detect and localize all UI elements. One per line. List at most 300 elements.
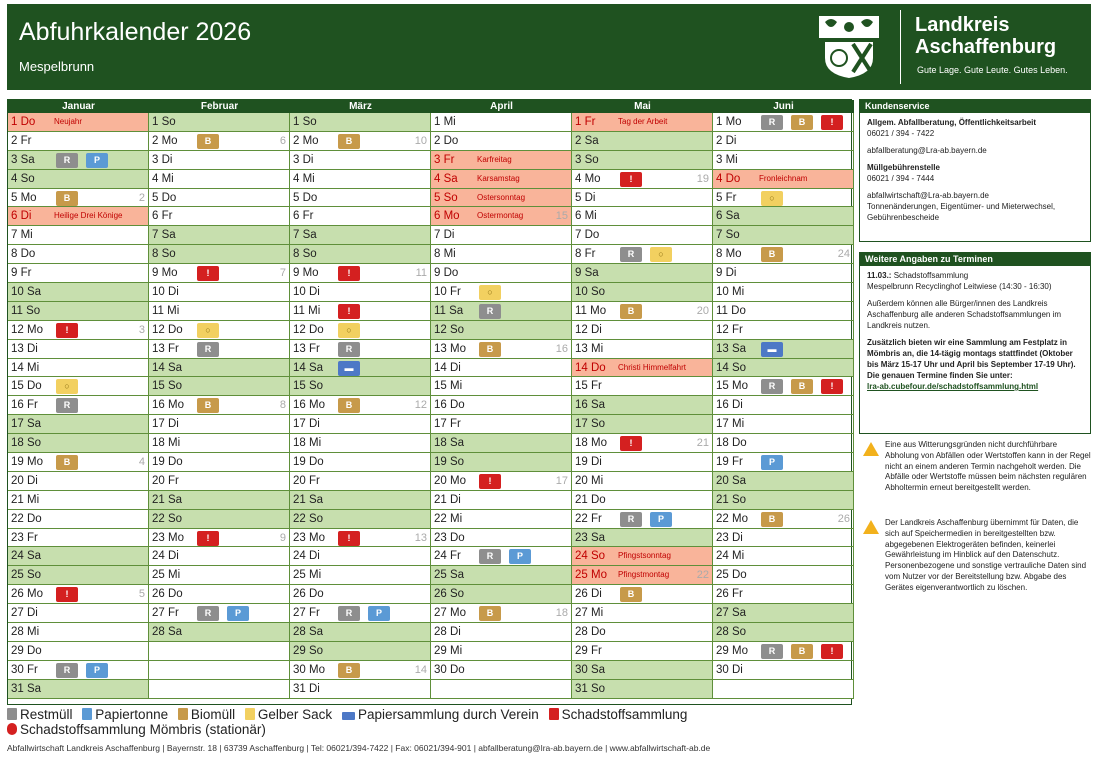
day-cell [149, 661, 290, 680]
day-cell [572, 283, 713, 302]
day-cell [572, 453, 713, 472]
day-label: 22 Fr [575, 512, 602, 525]
day-label: 19 Di [575, 456, 602, 469]
day-label: 17 So [575, 418, 606, 431]
day-cell [149, 529, 290, 548]
month-column [149, 100, 290, 704]
header-divider [900, 10, 901, 84]
schadstoff-icon: ! [197, 531, 219, 546]
day-label: 19 Do [152, 456, 183, 469]
day-cell [290, 321, 431, 340]
biomuell-icon: B [620, 304, 642, 319]
day-cell [149, 264, 290, 283]
week-number: 22 [696, 569, 709, 582]
service-line2-mail[interactable]: abfallwirtschaft@Lra-ab.bayern.de [867, 191, 989, 200]
day-cell [8, 642, 149, 661]
day-cell [713, 189, 854, 208]
day-label: 20 Mi [575, 474, 604, 487]
day-cell [290, 623, 431, 642]
day-cell [149, 453, 290, 472]
biomuell-icon: B [479, 606, 501, 621]
day-cell [149, 340, 290, 359]
day-label: 26 Fr [716, 588, 743, 601]
day-label: 28 Do [575, 626, 606, 639]
day-label: 21 So [716, 493, 747, 506]
day-cell [149, 151, 290, 170]
schadstoff-icon [549, 708, 559, 720]
day-label: 4 Do [716, 172, 741, 185]
day-cell [713, 491, 854, 510]
day-label: 15 So [152, 380, 183, 393]
schadstoff-icon: ! [338, 531, 360, 546]
day-cell [149, 283, 290, 302]
day-cell [8, 321, 149, 340]
week-number: 17 [555, 474, 568, 487]
gelber-sack-icon: ○ [56, 379, 78, 394]
day-cell [149, 472, 290, 491]
day-label: 10 Di [152, 286, 179, 299]
day-label: 2 Mo [152, 134, 178, 147]
day-label: 23 Do [434, 531, 465, 544]
day-cell [431, 453, 572, 472]
day-label: 1 Mo [716, 116, 742, 128]
holiday-name: Neujahr [54, 117, 83, 126]
day-label: 6 Mi [575, 210, 597, 223]
day-cell [713, 321, 854, 340]
day-label: 22 So [152, 512, 183, 525]
day-cell [8, 226, 149, 245]
service-line1-phone: 06021 / 394 - 7422 [867, 129, 935, 138]
day-label: 16 Fr [11, 399, 38, 412]
biomuell-icon: B [791, 115, 813, 130]
day-label: 3 Fr [434, 153, 455, 166]
day-label: 26 So [434, 588, 465, 601]
day-cell [431, 680, 572, 699]
day-label: 18 Sa [434, 437, 465, 450]
week-number: 9 [279, 531, 286, 544]
day-cell [290, 529, 431, 548]
day-cell [572, 226, 713, 245]
biomuell-icon: B [761, 512, 783, 527]
day-cell [8, 207, 149, 226]
day-cell [8, 245, 149, 264]
restmuell-icon: R [56, 153, 78, 168]
day-label: 18 So [11, 437, 42, 450]
day-label: 13 Fr [152, 342, 179, 355]
day-label: 12 Di [575, 323, 602, 336]
day-label: 24 Mi [716, 550, 745, 563]
day-label: 9 Sa [575, 267, 599, 280]
day-cell [290, 245, 431, 264]
day-label: 22 So [293, 512, 324, 525]
day-label: 26 Do [152, 588, 183, 601]
day-label: 5 So [434, 191, 458, 204]
day-cell [572, 510, 713, 529]
info-link[interactable]: lra-ab.cubefour.de/schadstoffsammlung.html [867, 382, 1039, 391]
day-cell [290, 113, 431, 132]
day-cell [149, 604, 290, 623]
day-label: 9 Di [716, 267, 737, 280]
week-number: 16 [555, 342, 568, 355]
day-cell [149, 566, 290, 585]
day-cell [8, 547, 149, 566]
day-label: 12 Fr [716, 323, 743, 336]
day-cell [431, 283, 572, 302]
day-cell [431, 566, 572, 585]
day-label: 11 Sa [434, 304, 464, 317]
warning-icon [863, 442, 879, 456]
biomuell-icon: B [338, 134, 360, 149]
day-label: 21 Sa [293, 493, 324, 506]
day-cell [431, 113, 572, 132]
day-label: 30 Mo [293, 663, 325, 676]
day-cell [149, 491, 290, 510]
day-label: 1 So [293, 116, 317, 128]
papiertonne-icon: P [368, 606, 390, 621]
day-cell [713, 264, 854, 283]
service-line2-phone: 06021 / 394 - 7444 [867, 174, 935, 183]
day-label: 16 Mo [152, 399, 184, 412]
day-cell [431, 377, 572, 396]
day-cell [8, 189, 149, 208]
day-label: 5 Di [575, 191, 596, 204]
day-label: 17 Di [152, 418, 179, 431]
month-header: März [290, 100, 431, 113]
day-label: 17 Fr [434, 418, 461, 431]
day-cell [290, 189, 431, 208]
day-cell [149, 585, 290, 604]
day-cell [431, 321, 572, 340]
day-cell [290, 151, 431, 170]
day-label: 21 Di [434, 493, 461, 506]
day-cell [290, 680, 431, 699]
day-label: 19 Fr [716, 456, 743, 469]
day-cell [431, 396, 572, 415]
schadstoff-icon: ! [56, 323, 78, 338]
day-cell [572, 434, 713, 453]
day-label: 18 Mi [293, 437, 322, 450]
day-cell [431, 434, 572, 453]
info-paragraph-4: Die genauen Termine finden Sie unter: [867, 371, 1013, 380]
day-label: 28 Sa [293, 626, 324, 639]
week-number: 21 [696, 437, 709, 450]
day-label: 2 Do [434, 134, 459, 147]
day-cell [713, 226, 854, 245]
day-label: 15 Mo [716, 380, 748, 393]
day-label: 7 Do [575, 229, 600, 242]
biomuell-icon [178, 708, 188, 720]
further-info-heading: Weitere Angaben zu Terminen [860, 253, 1090, 266]
day-cell [290, 170, 431, 189]
service-line1-mail[interactable]: abfallberatung@Lra-ab.bayern.de [867, 146, 987, 155]
day-label: 30 Fr [11, 663, 38, 676]
day-cell [431, 302, 572, 321]
day-cell [713, 151, 854, 170]
day-label: 7 So [716, 229, 740, 242]
day-label: 8 Fr [575, 248, 596, 261]
gelber-sack-icon: ○ [761, 191, 783, 206]
week-number: 13 [414, 531, 427, 544]
day-cell [431, 491, 572, 510]
schadstoff-icon: ! [479, 474, 501, 489]
day-label: 9 Mo [293, 267, 319, 280]
day-label: 26 Mo [11, 588, 43, 601]
schadstoff-moembris-icon [7, 723, 17, 735]
day-label: 12 Do [152, 323, 183, 336]
coat-of-arms-icon [817, 14, 881, 80]
day-cell [290, 377, 431, 396]
day-cell [149, 359, 290, 378]
day-cell [290, 302, 431, 321]
day-cell [572, 340, 713, 359]
day-label: 29 Do [11, 644, 42, 657]
day-cell [431, 207, 572, 226]
day-label: 25 Mo [575, 569, 607, 582]
day-label: 23 Fr [11, 531, 38, 544]
day-cell [713, 359, 854, 378]
day-cell [713, 585, 854, 604]
day-cell [290, 604, 431, 623]
day-cell [431, 151, 572, 170]
biomuell-icon: B [479, 342, 501, 357]
papiertonne-icon: P [650, 512, 672, 527]
day-label: 2 Fr [11, 134, 32, 147]
day-cell [431, 264, 572, 283]
day-cell [572, 113, 713, 132]
day-label: 1 Fr [575, 116, 596, 128]
day-label: 26 Di [575, 588, 602, 601]
day-label: 2 Sa [575, 134, 599, 147]
day-label: 23 Di [716, 531, 743, 544]
day-cell [149, 642, 290, 661]
day-cell [572, 132, 713, 151]
biomuell-icon: B [56, 455, 78, 470]
day-label: 28 So [716, 626, 747, 639]
day-cell [572, 547, 713, 566]
day-label: 20 Fr [293, 474, 320, 487]
day-cell [149, 680, 290, 699]
day-label: 15 So [293, 380, 324, 393]
month-header: Juni [713, 100, 854, 113]
month-column [8, 100, 149, 704]
papiersammlung-icon [342, 712, 355, 720]
day-label: 29 Mo [716, 644, 748, 657]
day-label: 5 Do [152, 191, 177, 204]
day-label: 5 Mo [11, 191, 37, 204]
day-cell [149, 510, 290, 529]
day-cell [290, 547, 431, 566]
day-cell [290, 226, 431, 245]
calendar-grid [7, 99, 852, 705]
day-cell [290, 510, 431, 529]
day-cell [431, 585, 572, 604]
papiertonne-icon: P [86, 663, 108, 678]
day-cell [149, 415, 290, 434]
day-label: 11 Mo [575, 304, 607, 317]
holiday-name: Tag der Arbeit [618, 117, 668, 126]
collection-date: 11.03.: Schadstoffsammlung [867, 271, 969, 280]
month-column [290, 100, 431, 704]
legend-biomuell: Biomüll [178, 707, 235, 722]
biomuell-icon: B [338, 398, 360, 413]
day-cell [290, 340, 431, 359]
day-label: 6 Fr [293, 210, 314, 223]
page-title: Abfuhrkalender 2026 [19, 18, 252, 46]
day-cell [431, 472, 572, 491]
holiday-name: Ostermontag [477, 211, 524, 221]
day-cell [290, 132, 431, 151]
day-cell [572, 415, 713, 434]
month-column [572, 100, 713, 704]
day-label: 16 Do [434, 399, 465, 412]
service-line2-title: Müllgebührenstelle [867, 163, 940, 172]
day-cell [431, 132, 572, 151]
legend-gelber-sack: Gelber Sack [245, 707, 332, 722]
customer-service-heading: Kundenservice [860, 100, 1090, 113]
day-cell [149, 113, 290, 132]
week-number: 5 [138, 588, 145, 601]
day-label: 4 So [11, 172, 35, 185]
day-label: 24 Sa [11, 550, 42, 563]
day-label: 4 Sa [434, 172, 458, 185]
month-header: Februar [149, 100, 290, 113]
day-cell [431, 510, 572, 529]
day-cell [431, 340, 572, 359]
day-cell [572, 661, 713, 680]
schadstoff-icon: ! [197, 266, 219, 281]
day-label: 8 So [293, 248, 317, 261]
day-label: 27 Fr [293, 607, 320, 620]
day-cell [713, 604, 854, 623]
papiersammlung-icon: ▬ [761, 342, 783, 357]
day-label: 31 Sa [11, 682, 42, 695]
week-number: 6 [279, 134, 286, 147]
day-cell [572, 170, 713, 189]
day-cell [8, 623, 149, 642]
day-label: 28 Mi [11, 626, 40, 639]
customer-service-box [859, 99, 1091, 242]
day-label: 10 Di [293, 286, 320, 299]
day-label: 17 Di [293, 418, 320, 431]
service-line1-title: Allgem. Abfallberatung, Öffentlichkeitsarbeit [867, 118, 1037, 127]
day-label: 25 So [11, 569, 42, 582]
week-number: 7 [279, 267, 286, 280]
restmuell-icon: R [197, 606, 219, 621]
day-label: 20 Sa [716, 474, 747, 487]
day-cell [290, 415, 431, 434]
day-cell [431, 415, 572, 434]
day-label: 3 Mi [716, 153, 738, 166]
day-label: 27 Di [11, 607, 38, 620]
day-cell [713, 283, 854, 302]
holiday-name: Heilige Drei Könige [54, 211, 123, 221]
day-label: 11 Mi [152, 304, 180, 317]
day-cell [149, 377, 290, 396]
day-cell [572, 642, 713, 661]
day-label: 18 Mi [152, 437, 181, 450]
day-cell [572, 151, 713, 170]
day-label: 12 Mo [11, 323, 43, 336]
district-slogan: Gute Lage. Gute Leute. Gutes Leben. [917, 65, 1068, 75]
month-column [431, 100, 572, 704]
day-cell [8, 113, 149, 132]
day-label: 8 Mo [716, 248, 742, 261]
week-number: 2 [138, 191, 145, 204]
day-cell [713, 623, 854, 642]
day-cell [713, 245, 854, 264]
day-cell [713, 472, 854, 491]
day-label: 14 Do [575, 361, 606, 374]
day-label: 9 Mo [152, 267, 178, 280]
holiday-name: Ostersonntag [477, 192, 526, 202]
day-cell [431, 661, 572, 680]
collection-place: Mespelbrunn Recyclinghof Leitwiese (14:30 - 16:30) [867, 282, 1052, 291]
day-cell [713, 396, 854, 415]
day-cell [290, 207, 431, 226]
day-label: 1 Mi [434, 116, 456, 128]
district-name: Landkreis Aschaffenburg [915, 14, 1057, 58]
day-label: 21 Sa [152, 493, 183, 506]
day-label: 3 Di [152, 153, 173, 166]
day-cell [572, 623, 713, 642]
papiertonne-icon: P [761, 455, 783, 470]
restmuell-icon: R [479, 549, 501, 564]
day-label: 25 Mi [152, 569, 181, 582]
day-cell [8, 170, 149, 189]
papiertonne-icon [82, 708, 92, 720]
day-cell [8, 415, 149, 434]
warning-icon [863, 520, 879, 534]
info-paragraph-3: Zusätzlich bieten wir eine Sammlung am Festplatz in Mömbris an, die 14-tägig montags stattfindet (Oktober bis März 15-17 Uhr und April bis September 17-19 Uhr). [867, 338, 1076, 369]
week-number: 10 [414, 134, 427, 147]
legend-schadstoff: Schadstoffsammlung [549, 707, 688, 722]
restmuell-icon [7, 708, 17, 720]
day-label: 20 Di [11, 474, 38, 487]
day-label: 6 Sa [716, 210, 740, 223]
papiertonne-icon: P [227, 606, 249, 621]
day-cell [149, 434, 290, 453]
day-cell [713, 453, 854, 472]
restmuell-icon: R [620, 247, 642, 262]
schadstoff-icon: ! [821, 379, 843, 394]
day-label: 20 Mo [434, 474, 466, 487]
service-line2-note: Tonnenänderungen, Eigentümer- und Mieterwechsel, Gebührenbescheide [867, 202, 1056, 222]
day-cell [290, 359, 431, 378]
day-cell [572, 604, 713, 623]
day-label: 14 Di [434, 361, 461, 374]
week-number: 12 [414, 399, 427, 412]
day-cell [8, 434, 149, 453]
restmuell-icon: R [338, 342, 360, 357]
day-label: 24 Di [293, 550, 320, 563]
schadstoff-icon: ! [56, 587, 78, 602]
day-label: 3 Di [293, 153, 314, 166]
day-label: 23 Mo [293, 531, 325, 544]
day-label: 17 Sa [11, 418, 42, 431]
gelber-sack-icon: ○ [197, 323, 219, 338]
day-label: 2 Di [716, 134, 737, 147]
day-label: 30 Do [434, 663, 465, 676]
restmuell-icon: R [761, 379, 783, 394]
day-cell [713, 340, 854, 359]
biomuell-icon: B [791, 379, 813, 394]
day-label: 7 Di [434, 229, 455, 242]
day-cell [149, 302, 290, 321]
papiertonne-icon: P [86, 153, 108, 168]
restmuell-icon: R [761, 644, 783, 659]
day-cell [149, 189, 290, 208]
legend-papiertonne: Papiertonne [82, 707, 168, 722]
